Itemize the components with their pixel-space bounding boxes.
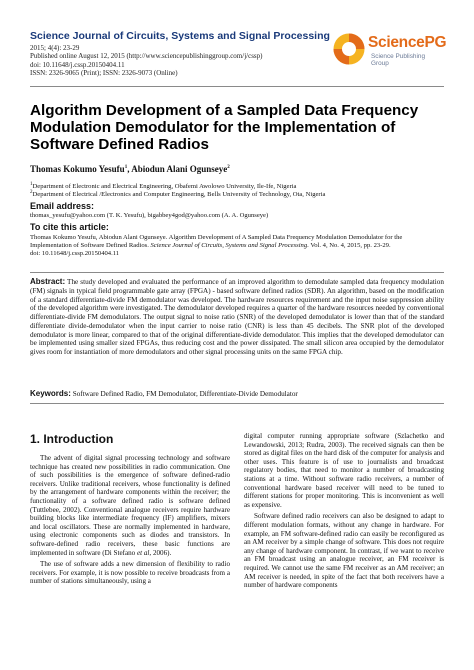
journal-published[interactable]: Published online August 12, 2015 (http://www.sciencepublishinggroup.com/j/cssp) <box>30 52 263 61</box>
email-heading: Email address: <box>30 201 95 211</box>
keywords-text: Software Defined Radio, FM Demodulator, Differentiate-Divide Demodulator <box>70 390 298 398</box>
intro-paragraph-4: Software defined radio receivers can also be designed to adapt to different modulation formats, without any change in hardware. For example, an FM software-defined radio can easily be reconfigured as an AM receiver by a simple change of software. This does not require any change of hardware component. In contrast, if we want to receive an FM broadcast using an analogue receiver, an FM receiver is required. We cannot use the same FM receiver as an AM receiver; an AM receiver is needed, in spite of the fact that both receivers have a number of hardware components <box>244 512 444 590</box>
author-separator: , <box>127 164 132 174</box>
affiliation-2-text: Department of Electrical /Electronics and Computer Engineering, Bells University of Technology, Ota, Nigeria <box>32 191 326 199</box>
intro-paragraph-1-tail: , 2006). <box>149 548 172 557</box>
journal-name: Science Journal of Circuits, Systems and Signal Processing <box>30 30 330 42</box>
journal-issn: ISSN: 2326-9065 (Print); ISSN: 2326-9073 (Online) <box>30 69 178 78</box>
journal-doi: doi: 10.11648/j.cssp.20150404.11 <box>30 60 125 69</box>
abstract-label: Abstract: <box>30 277 66 286</box>
citation-doi: doi: 10.11648/j.cssp.20150404.11 <box>30 250 120 257</box>
affiliation-1-text: Department of Electronic and Electrical Engineering, Obafemi Awolowo University, Ile-Ife, Nigeria <box>32 183 297 191</box>
left-column <box>30 454 230 589</box>
intro-paragraph-1-text: The advent of digital signal processing technology and software technique has created new possibilities in radio communication. One of such possibilities is the emergence of software defined-radio receivers. Unlike traditional receivers, whose functionality is defined by the arrangement of hardware components within the receiver; the functionality of a software defined radio is software defined (Tuttlebee, 2002). Conventional analogue receivers require hardware building blocks like intermediate frequency (IF) amplifiers, mixers and local oscillators. These are normally implemented in hardware, using electronic components such as diodes and transistors. In software-defined radio receivers, these basic functions are implemented in software (Di Stefano <box>30 454 230 557</box>
abstract-top-divider <box>30 272 444 273</box>
logo-subtitle: Science Publishing Group <box>371 53 425 67</box>
affiliation-2 <box>30 189 444 199</box>
affiliation-2-sup: 2 <box>30 190 33 195</box>
author-1-sup: 1 <box>124 165 128 170</box>
header-divider <box>30 86 444 87</box>
logo-name: SciencePG <box>368 34 447 51</box>
citation-journal: Science Journal of Circuits, Systems and Signal Processing <box>150 242 308 249</box>
journal-issue: 2015; 4(4): 23-29 <box>30 44 80 52</box>
abstract <box>30 278 444 357</box>
journal-header <box>30 30 330 78</box>
introduction-heading: 1. Introduction <box>30 432 114 446</box>
citation <box>30 234 444 258</box>
author-line <box>30 164 230 174</box>
author-2-sup: 2 <box>227 165 230 170</box>
sciencepg-logo <box>332 28 447 72</box>
citation-tail: . Vol. 4, No. 4, 2015, pp. 23-29. <box>307 242 391 249</box>
author-1: Thomas Kokumo Yesufu <box>30 164 125 174</box>
keywords-bottom-divider <box>30 403 444 404</box>
intro-paragraph-2: The use of software adds a new dimension of flexibility to radio receivers. For example, it is now possible to receive broadcasts from a number of stations simultaneously, using a <box>30 560 230 586</box>
paper-title: Algorithm Development of a Sampled Data Frequency Modulation Demodulator for the Implementation of Software Defined Radios <box>30 102 419 154</box>
sciencepg-logo-icon <box>332 32 366 66</box>
intro-paragraph-1 <box>30 454 230 557</box>
intro-paragraph-3: digital computer running appropriate software (Szlachetko and Lewandowski, 2013; Rudra, 2003). The received signals can then be stored as digital files on the hard disk of the computer for analysis and other uses. This feature is of use to journalists and broadcast regulatory bodies, that need to monitor a number of broadcasting stations at a time. Without software radio receivers, a number of conventional hardware based receiver will need to be tuned to different stations for proper monitoring. This is inconvenient as well as expensive. <box>244 432 444 509</box>
affiliation-1-sup: 1 <box>30 182 33 187</box>
keywords-label: Keywords: <box>30 389 71 398</box>
right-column <box>244 432 444 593</box>
intro-paragraph-1-etal: et al <box>136 548 150 557</box>
author-2: Abiodun Alani Ogunseye <box>131 164 228 174</box>
abstract-text: The study developed and evaluated the performance of an improved algorithm to demodulate sampled data frequency modulation (FM) signals in typical field programmable gate array (FPGA) - based software defined radios (SDR). An algorithm, based on the modification of a standard differentiate-divide FM demodulator was developed. The hardware resources requirement and the input noise suppression ability of the developed algorithm were investigated. The demodulator developed requires a quarter of the hardware resources needed by conventional differentiate-divide FM demodulators. The output signal to noise ratio (SNR) of the developed demodulator is lower than that of the standard differentiate divide-demodulator when the input carrier to noise ratio (CNR) is less than 45 decibels. The SNR plot of the developed demodulator is more linear, compared to that of the original differentiate-divide demodulator. This implies that the developed demodulator can be implemented using smaller sized FPGAs, thus reducing cost and the power dissipated. The small silicon area occupied by the demodulator gives room for instantiation of more demodulators and other signal processing units on the same FPGA chip. <box>30 278 444 356</box>
cite-heading: To cite this article: <box>30 222 109 232</box>
email-addresses[interactable]: thomas_yesufu@yahoo.com (T. K. Yesufu), bigabbey4god@yahoo.com (A. A. Ogunseye) <box>30 212 269 219</box>
citation-text: Thomas Kokumo Yesufu, Abiodun Alani Ogunseye. Algorithm Development of A Sampled Data Frequency Modulation Demodulator for the Implementation of Software Defined Radios. <box>30 234 403 249</box>
keywords <box>30 389 444 398</box>
